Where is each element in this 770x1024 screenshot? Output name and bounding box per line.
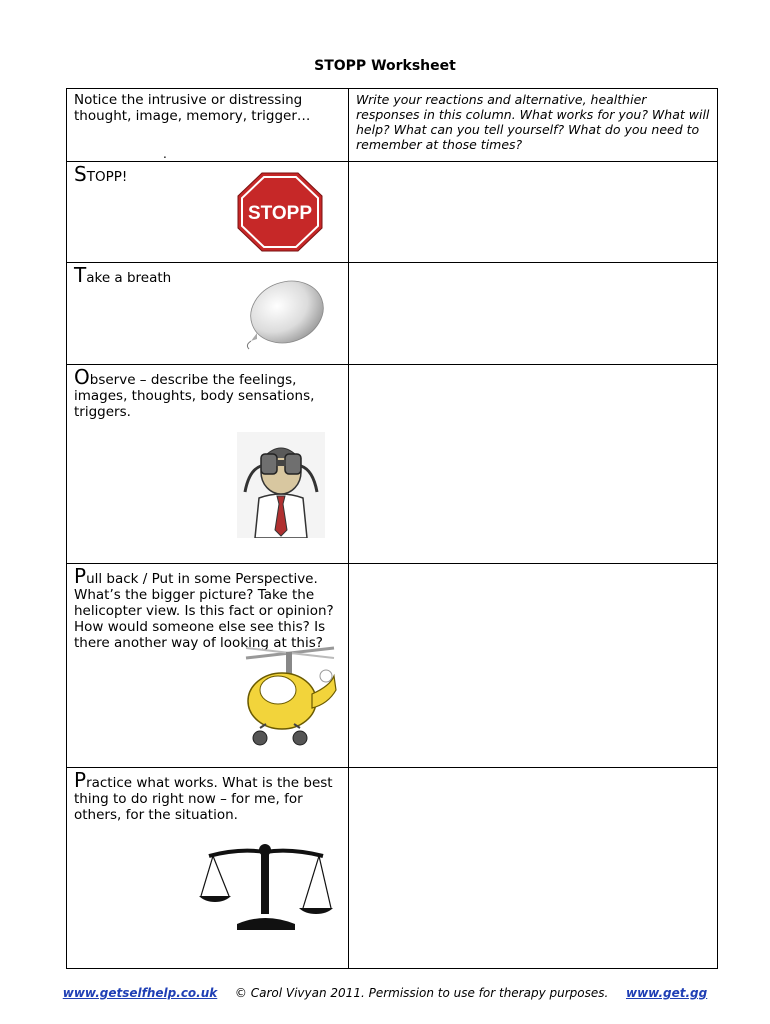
helicopter-icon: [242, 646, 338, 750]
row-text: bserve – describe the feelings, images, thoughts, body sensations, triggers.: [74, 372, 315, 420]
header-dot: .: [163, 147, 167, 161]
footer: [0, 986, 770, 1000]
response-cell-pull-back[interactable]: [349, 564, 718, 768]
row-pull-back: [67, 564, 718, 768]
row-letter: S: [74, 162, 87, 186]
row-practice: [67, 768, 718, 969]
row-text: ake a breath: [86, 270, 172, 286]
response-cell-observe[interactable]: [349, 365, 718, 564]
binoculars-man-icon: [237, 432, 325, 538]
worksheet-table: [66, 88, 718, 969]
row-observe: [67, 365, 718, 564]
response-cell-stopp[interactable]: [349, 162, 718, 263]
header-left-text: Notice the intrusive or distressing thought, image, memory, trigger…: [74, 92, 311, 124]
row-text: ractice what works. What is the best thing to do right now – for me, for others, for the situation.: [74, 775, 333, 823]
balance-scales-icon: [199, 838, 333, 934]
row-text: ull back / Put in some Perspective. What’s the bigger picture? Take the helicopter view. Is this fact or opinion? How would someone else see this? Is there another way of looking at this?: [74, 571, 334, 651]
stop-sign-text: STOPP: [247, 203, 313, 224]
worksheet-title: STOPP Worksheet: [314, 58, 456, 74]
getselfhelp-link[interactable]: www.getselfhelp.co.uk: [62, 986, 218, 1000]
row-text: TOPP!: [86, 169, 128, 185]
response-cell-take-breath[interactable]: [349, 263, 718, 365]
balloon-icon: [237, 279, 327, 353]
row-letter: O: [74, 365, 90, 389]
row-stopp: [67, 162, 718, 263]
header-right-instructions: Write your reactions and alternative, healthier responses in this column. What works for you? What will help? What can you tell yourself? What do you need to remember at those times?: [356, 92, 710, 152]
copyright-text: © Carol Vivyan 2011. Permission to use for therapy purposes.: [234, 986, 609, 1000]
row-letter: P: [74, 768, 87, 792]
row-take-breath: [67, 263, 718, 365]
row-letter: T: [74, 263, 87, 287]
header-row: [67, 89, 718, 162]
response-cell-practice[interactable]: [349, 768, 718, 969]
stop-sign-icon: [237, 172, 323, 252]
get-gg-link[interactable]: www.get.gg: [625, 986, 708, 1000]
row-letter: P: [74, 564, 87, 588]
